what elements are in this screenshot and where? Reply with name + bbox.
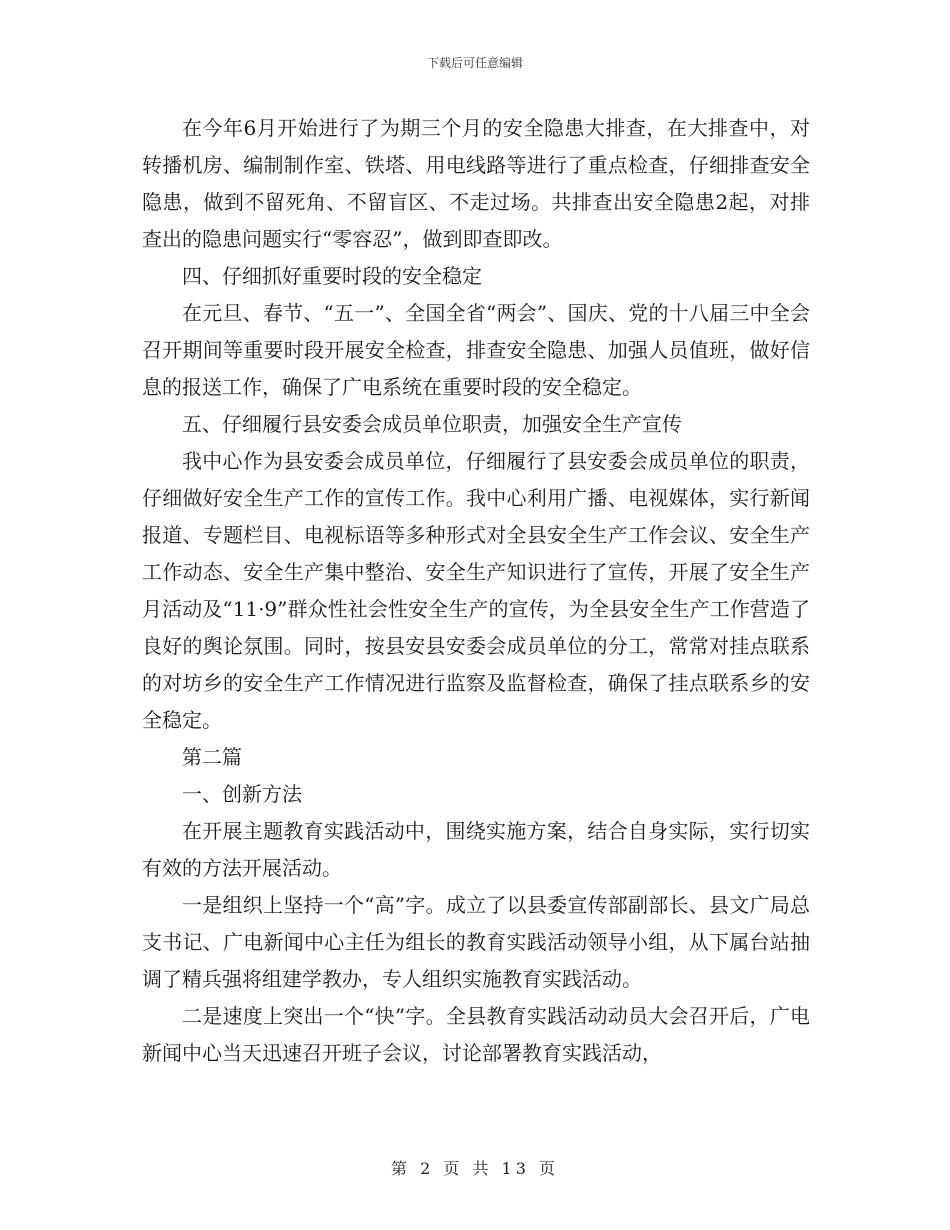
- paragraph-key-periods: 在元旦、春节、“五一”、全国全省“两会”、国庆、党的十八届三中全会召开期间等重要时段开展安全检查，排查安全隐患、加强人员值班，做好信息的报送工作，确保了广电系统在重要时段的安全稳定。: [142, 301, 810, 399]
- paragraph-organization: 一是组织上坚持一个“高”字。成立了以县委宣传部副部长、县文广局总支书记、广电新闻中心主任为组长的教育实践活动领导小组，从下属台站抽调了精兵强将组建学教办，专人组织实施教育实践活动。: [142, 893, 810, 991]
- heading-part-two: 第二篇: [182, 745, 242, 769]
- paragraph-publicity: 我中心作为县安委会成员单位，仔细履行了县安委会成员单位的职责，仔细做好安全生产工作的宣传工作。我中心利用广播、电视媒体，实行新闻报道、专题栏目、电视标语等多种形式对全县安全生产工作会议、安全生产工作动态、安全生产集中整治、安全生产知识进行了宣传，开展了安全生产月活动及“11·9”群众性社会性安全生产的宣传，为全县安全生产工作营造了良好的舆论氛围。同时，按县安县安委会成员单位的分工，常常对挂点联系的对坊乡的安全生产工作情况进行监察及监督检查，确保了挂点联系乡的安全稳定。: [142, 449, 810, 732]
- heading-innovation-method: 一、创新方法: [182, 782, 302, 806]
- document-body: [142, 110, 810, 1072]
- paragraph-speed: 二是速度上突出一个“快”字。全县教育实践活动动员大会召开后，广电新闻中心当天迅速召开班子会议，讨论部署教育实践活动，: [142, 1004, 810, 1065]
- paragraph-activity-method: 在开展主题教育实践活动中，围绕实施方案，结合自身实际，实行切实有效的方法开展活动。: [142, 819, 810, 880]
- page-number: 第 2 页 共 13 页: [391, 1159, 559, 1178]
- paragraph-hazard-inspection: 在今年6月开始进行了为期三个月的安全隐患大排查，在大排查中，对转播机房、编制制作室、铁塔、用电线路等进行了重点检查，仔细排查安全隐患，做到不留死角、不留盲区、不走过场。共排查出安全隐患2起，对排查出的隐患问题实行“零容忍”，做到即查即改。: [142, 116, 810, 251]
- heading-section-four: 四、仔细抓好重要时段的安全稳定: [182, 264, 482, 288]
- page-header: 下载后可任意编辑: [426, 56, 523, 70]
- heading-section-five: 五、仔细履行县安委会成员单位职责，加强安全生产宣传: [182, 412, 682, 436]
